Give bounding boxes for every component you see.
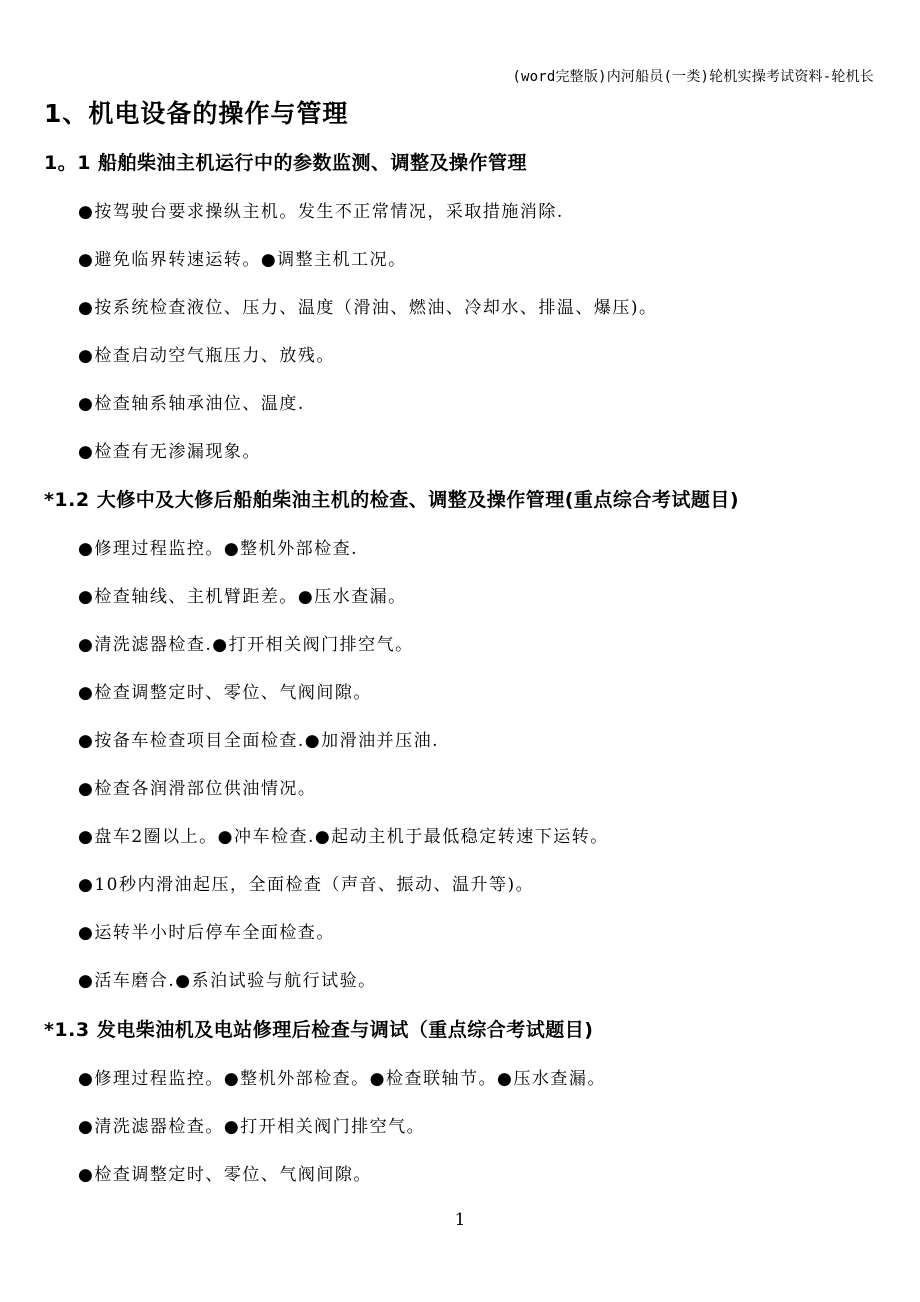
running-header: (word完整版)内河船员(一类)轮机实操考试资料-轮机长: [512, 69, 874, 85]
list-item: ●按备车检查项目全面检查.●加滑油并压油.: [78, 731, 439, 751]
list-item: ●检查调整定时、零位、气阀间隙。: [78, 683, 372, 703]
list-item: ●检查轴系轴承油位、温度.: [78, 394, 305, 414]
section-heading-1-3: *1.3 发电柴油机及电站修理后检查与调试（重点综合考试题目): [44, 1019, 594, 1041]
list-item: ●修理过程监控。●整机外部检查。●检查联轴节。●压水查漏。: [78, 1069, 606, 1089]
list-item: ●盘车2圈以上。●冲车检查.●起动主机于最低稳定转速下运转。: [78, 827, 609, 847]
section-heading-1-1: 1。1 船舶柴油主机运行中的参数监测、调整及操作管理: [44, 152, 528, 174]
list-item: ●按驾驶台要求操纵主机。发生不正常情况，采取措施消除.: [78, 202, 564, 222]
page-number: 1: [454, 1210, 466, 1230]
list-item: ●修理过程监控。●整机外部检查.: [78, 539, 359, 559]
list-item: ●10秒内滑油起压，全面检查（声音、振动、温升等)。: [78, 875, 535, 895]
list-item: ●避免临界转速运转。●调整主机工况。: [78, 250, 407, 270]
list-item: ●清洗滤器检查。●打开相关阀门排空气。: [78, 1117, 426, 1137]
list-item: ●清洗滤器检查.●打开相关阀门排空气。: [78, 635, 414, 655]
list-item: ●按系统检查液位、压力、温度（滑油、燃油、冷却水、排温、爆压)。: [78, 298, 658, 318]
list-item: ●检查启动空气瓶压力、放残。: [78, 346, 335, 366]
list-item: ●检查调整定时、零位、气阀间隙。: [78, 1165, 372, 1185]
chapter-title: 1、机电设备的操作与管理: [44, 99, 349, 128]
list-item: ●检查轴线、主机臂距差。●压水查漏。: [78, 587, 407, 607]
list-item: ●活车磨合.●系泊试验与航行试验。: [78, 971, 377, 991]
list-item: ●运转半小时后停车全面检查。: [78, 923, 335, 943]
section-heading-1-2: *1.2 大修中及大修后船舶柴油主机的检查、调整及操作管理(重点综合考试题目): [44, 489, 740, 511]
list-item: ●检查有无渗漏现象。: [78, 442, 261, 462]
list-item: ●检查各润滑部位供油情况。: [78, 779, 317, 799]
